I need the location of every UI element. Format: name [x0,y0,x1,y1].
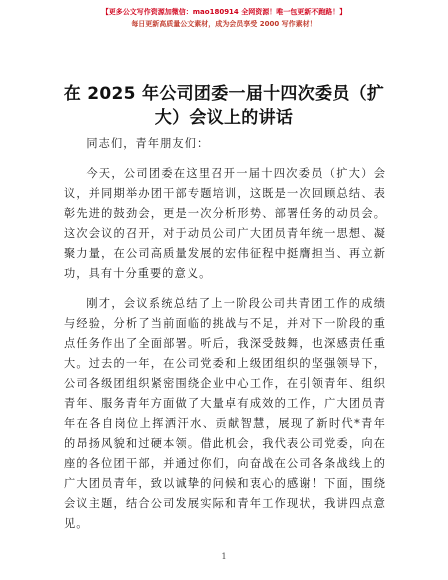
promo-banner [0,6,448,30]
paragraph-2: 刚才，会议系统总结了上一阶段公司共青团工作的成绩与经验，分析了当前面临的挑战与不足，并对下一阶段的重点任务作出了全面部署。听后，我深受鼓舞，也深感责任重大。过去的一年，在公司党委和上级团组织的坚强领导下，公司各级团组织紧密围绕企业中心工作，在引领青年、组织青年、服务青年方面做了大量卓有成效的工作，广大团员青年在各自岗位上挥洒汗水、贡献智慧，展现了新时代*青年的昂扬风貌和过硬本领。借此机会，我代表公司党委，向在座的各位团干部，并通过你们，向奋战在公司各条战线上的广大团员青年，致以诚挚的问候和衷心的感谢！下面，围绕会议主题，结合公司发展实际和青年工作现状，我讲四点意见。 [64,297,386,530]
salutation: 同志们，青年朋友们： [86,137,210,150]
document-title: 在 2025 年公司团委一届十四次委员（扩大）会议上的讲话 [63,84,385,128]
page-number: 1 [221,552,227,561]
paragraph-1: 今天，公司团委在这里召开一届十四次委员（扩大）会议，并同期举办团干部专题培训，这既是一次回顾总结、表彰先进的鼓劲会，更是一次分析形势、部署任务的动员会。这次会议的召开，对于动员公司广大团员青年统一思想、凝聚力量，在公司高质量发展的宏伟征程中挺膺担当、再立新功，具有十分重要的意义。 [64,167,386,280]
document-body [64,134,386,534]
promo-line-1: 【更多公文写作资源加微信：mao180914 全网资源！唯一包更新不跑路！】 [101,8,347,16]
promo-line-2: 每日更新高质量公文素材，成为会员享受 2000 写作素材！ [131,20,317,28]
